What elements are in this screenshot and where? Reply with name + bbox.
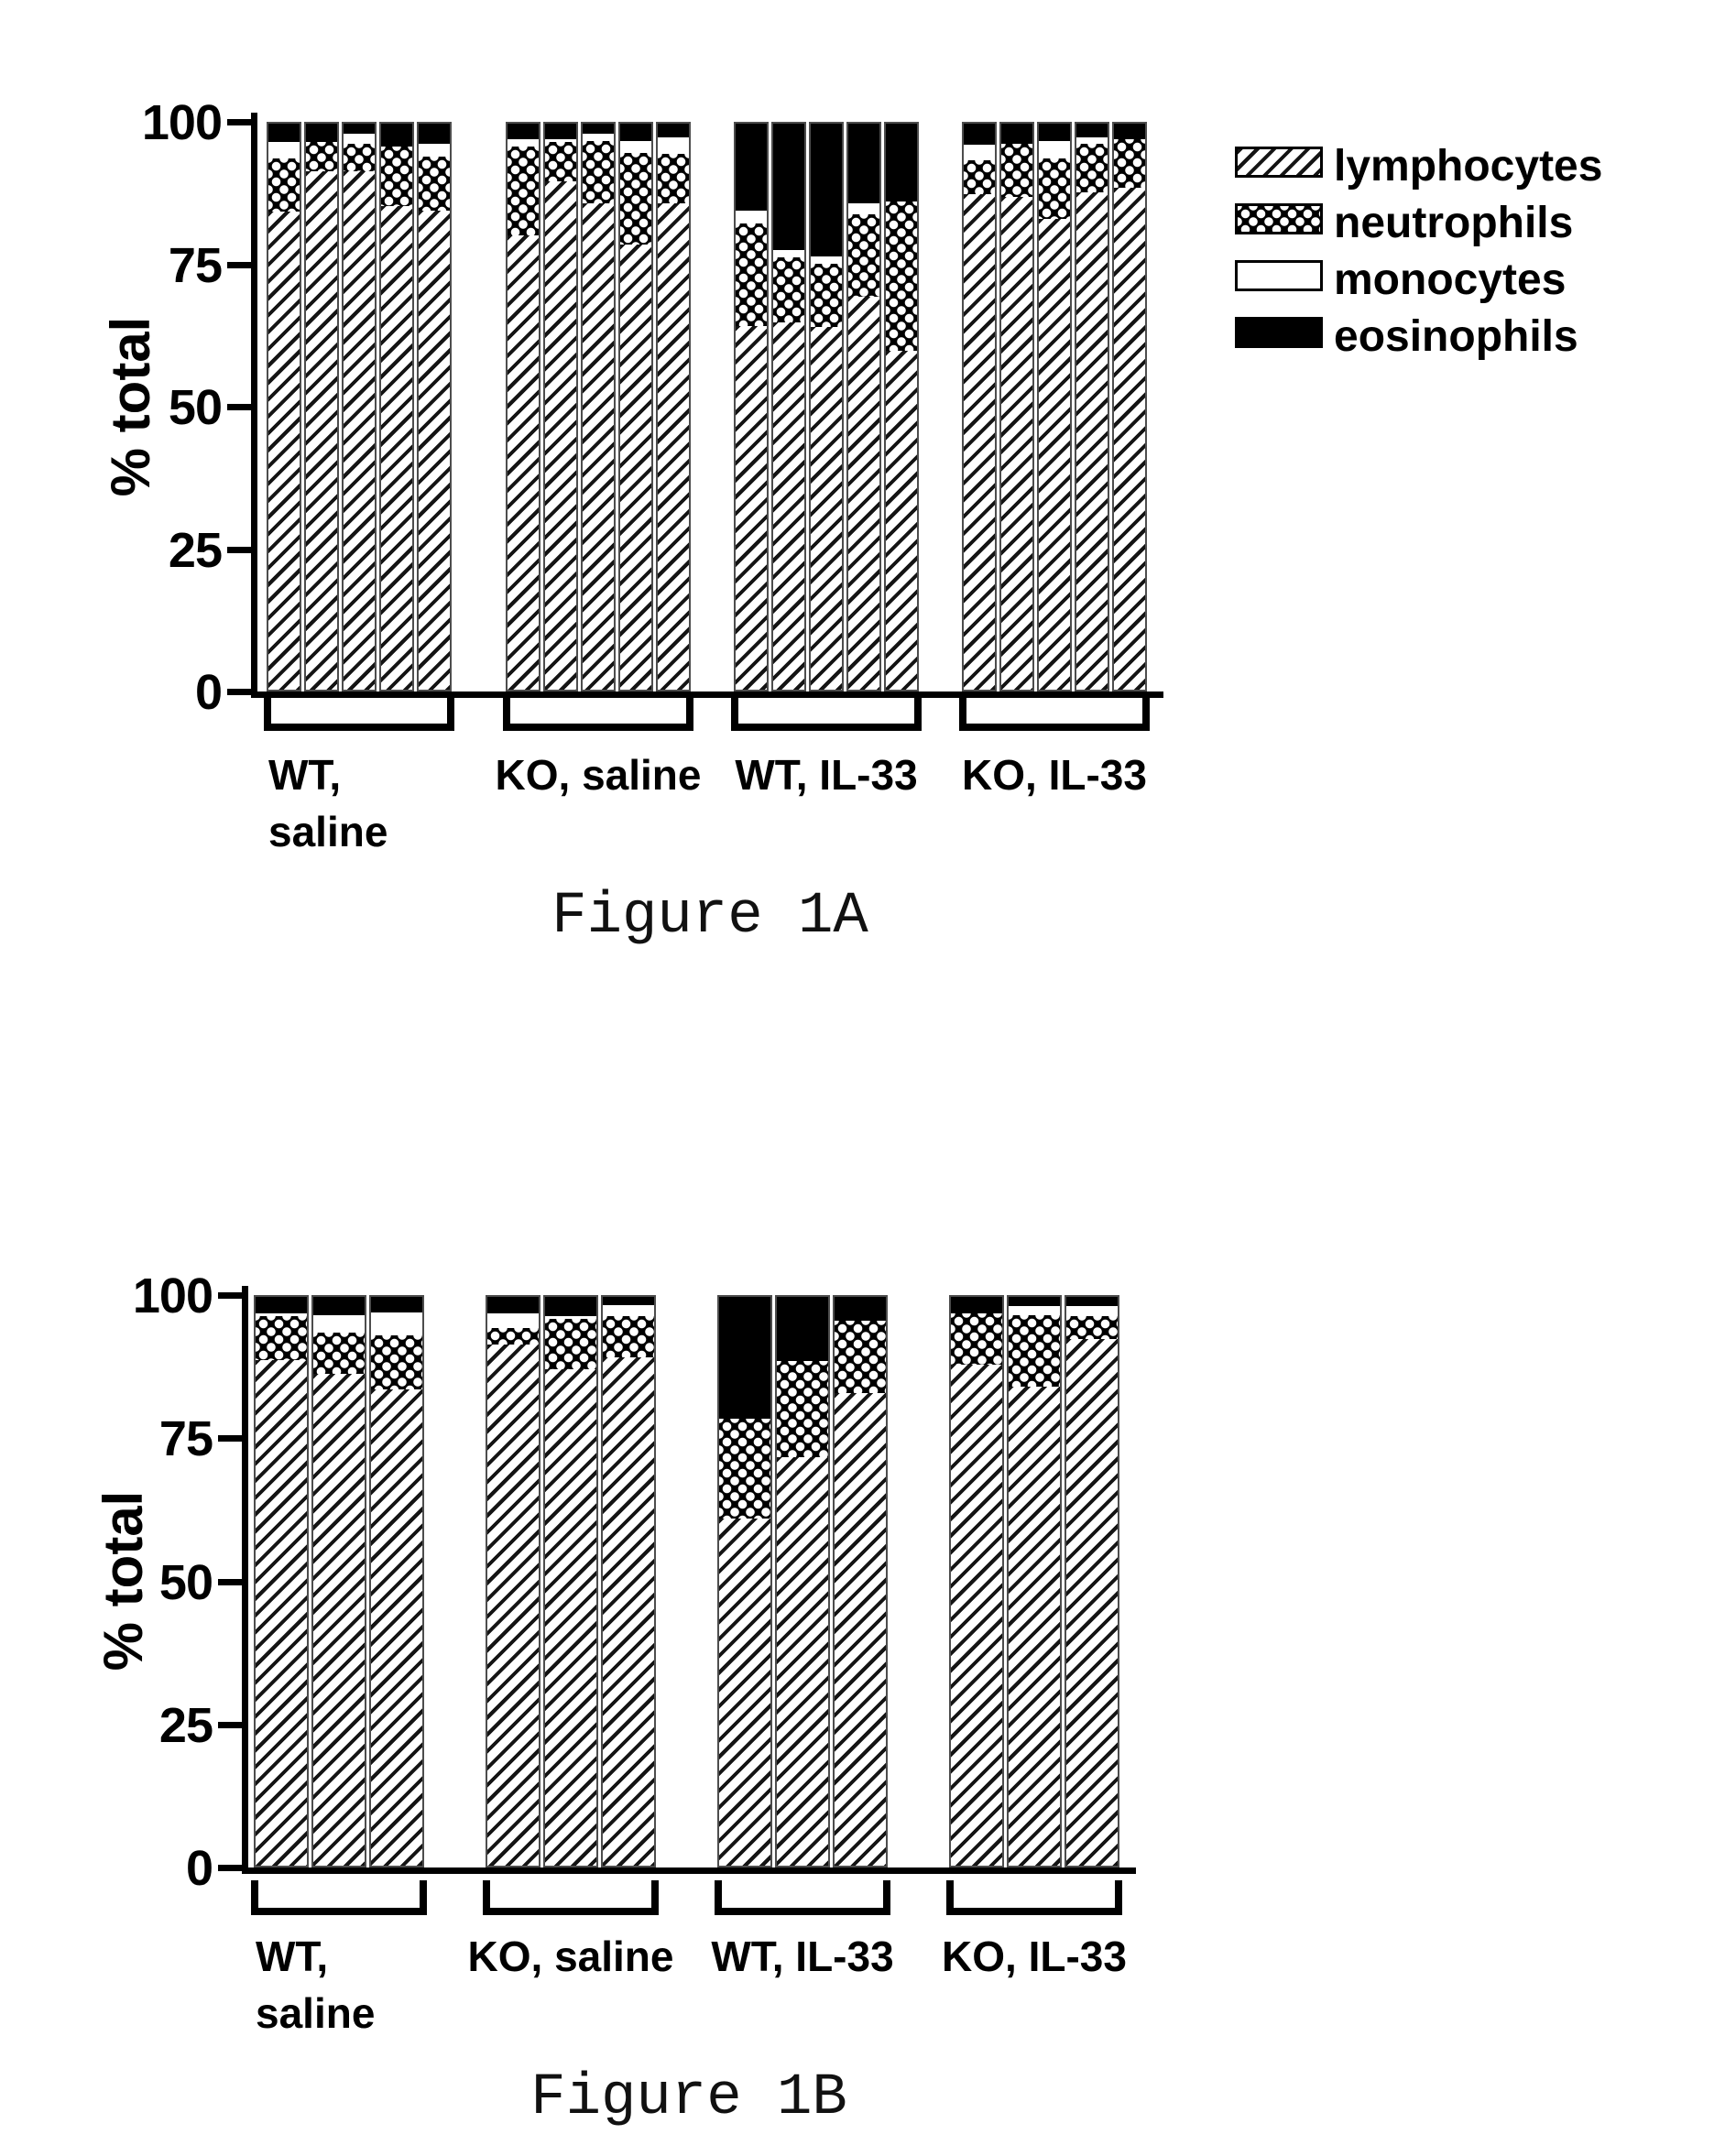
bar-segment-lymphocytes [306, 171, 337, 690]
bar-segment-neutrophils [886, 201, 917, 352]
bar-segment-lymphocytes [256, 1360, 307, 1866]
y-axis-line [251, 113, 257, 698]
stacked-bar [581, 122, 616, 691]
bar-segment-lymphocytes [508, 235, 539, 690]
stacked-bar [846, 122, 881, 691]
bar-segment-lymphocytes [487, 1345, 539, 1866]
legend-swatch-eosinophils [1235, 317, 1323, 348]
bar-segment-lymphocytes [835, 1393, 886, 1866]
bar-segment-monocytes [268, 142, 300, 158]
bar-segment-neutrophils [313, 1333, 365, 1374]
bar-segment-lymphocytes [313, 1374, 365, 1866]
bar-segment-eosinophils [545, 124, 576, 139]
legend-row [1235, 194, 1656, 251]
y-tick [218, 1865, 242, 1871]
bar-segment-neutrophils [848, 214, 879, 297]
stacked-bar [311, 1295, 366, 1867]
bar-segment-eosinophils [1076, 124, 1108, 137]
bar-segment-eosinophils [1039, 124, 1070, 141]
stacked-bar [809, 122, 844, 691]
bar-segment-eosinophils [381, 124, 412, 147]
group-bracket [959, 696, 1150, 731]
bar-segment-lymphocytes [545, 1369, 596, 1866]
bar-segment-neutrophils [773, 257, 804, 322]
bar-segment-neutrophils [381, 147, 412, 205]
bar-segment-eosinophils [886, 124, 917, 201]
stacked-bar [304, 122, 339, 691]
legend-swatch-monocytes [1235, 260, 1323, 291]
bar-segment-neutrophils [736, 223, 767, 325]
bar-segment-eosinophils [620, 124, 651, 141]
y-tick [227, 119, 251, 125]
bar-segment-monocytes [620, 141, 651, 153]
stacked-bar [771, 122, 806, 691]
legend-row [1235, 251, 1656, 308]
group-bracket [264, 696, 454, 731]
bar-segment-lymphocytes [1009, 1387, 1060, 1866]
x-axis-line [242, 1867, 1136, 1874]
bar-segment-eosinophils [583, 124, 614, 134]
bar-segment-eosinophils [777, 1297, 828, 1361]
bar-segment-lymphocytes [951, 1365, 1002, 1866]
stacked-bar [656, 122, 691, 691]
bar-segment-neutrophils [1001, 144, 1032, 197]
legend [1235, 137, 1675, 365]
bar-segment-lymphocytes [736, 326, 767, 690]
group-label: WT, saline [268, 751, 388, 856]
stacked-bar [543, 1295, 598, 1867]
legend-swatch-neutrophils [1235, 203, 1323, 234]
bar-segment-neutrophils [545, 1319, 596, 1369]
bar-segment-eosinophils [773, 124, 804, 250]
bar-segment-monocytes [1009, 1306, 1060, 1315]
y-tick-label: 75 [168, 237, 222, 293]
stacked-bar [833, 1295, 888, 1867]
bar-segment-eosinophils [811, 124, 842, 256]
bar-segment-neutrophils [268, 158, 300, 212]
y-tick-label: 50 [158, 1554, 213, 1610]
bar-segment-neutrophils [371, 1335, 422, 1389]
group-label: KO, saline [495, 751, 702, 799]
bar-segment-eosinophils [1001, 124, 1032, 144]
legend-label: eosinophils [1334, 312, 1578, 361]
y-tick-label: 50 [168, 380, 222, 435]
bar-segment-neutrophils [545, 142, 576, 181]
group-bracket [731, 696, 922, 731]
stacked-bar [962, 122, 997, 691]
bar-segment-eosinophils [835, 1297, 886, 1321]
bar-segment-eosinophils [313, 1297, 365, 1315]
bar-segment-eosinophils [1114, 124, 1145, 139]
bar-segment-monocytes [658, 137, 689, 154]
stacked-bar [486, 1295, 540, 1867]
y-tick [218, 1722, 242, 1728]
bar-segment-neutrophils [1114, 139, 1145, 188]
y-tick [227, 404, 251, 410]
y-tick-label: 0 [185, 1841, 213, 1896]
bar-segment-eosinophils [268, 124, 300, 142]
bar-segment-neutrophils [487, 1328, 539, 1345]
bar-segment-neutrophils [419, 157, 450, 210]
bar-segment-monocytes [1066, 1306, 1118, 1316]
bar-segment-neutrophils [1009, 1315, 1060, 1387]
stacked-bar [734, 122, 769, 691]
legend-label: neutrophils [1334, 199, 1574, 247]
group-label: KO, IL-33 [942, 1933, 1127, 1980]
y-tick [218, 1435, 242, 1442]
bar-segment-lymphocytes [583, 203, 614, 690]
group-bracket [483, 1880, 659, 1915]
bar-segment-eosinophils [306, 124, 337, 142]
bar-segment-neutrophils [964, 160, 995, 193]
bar-segment-monocytes [964, 145, 995, 160]
stacked-bar [267, 122, 301, 691]
stacked-bar [884, 122, 919, 691]
bar-segment-lymphocytes [811, 327, 842, 690]
figure-caption-1b: Figure 1B [530, 2065, 847, 2131]
stacked-bar [369, 1295, 424, 1867]
bar-segment-lymphocytes [773, 322, 804, 690]
bar-segment-eosinophils [487, 1297, 539, 1313]
bar-segment-lymphocytes [268, 212, 300, 690]
group-bracket [251, 1880, 427, 1915]
bar-segment-lymphocytes [620, 245, 651, 690]
bar-segment-neutrophils [719, 1419, 770, 1519]
bar-segment-lymphocytes [419, 211, 450, 690]
bar-segment-neutrophils [951, 1313, 1002, 1365]
stacked-bar [949, 1295, 1004, 1867]
group-label: WT, IL-33 [735, 751, 918, 799]
bar-segment-lymphocytes [1114, 188, 1145, 690]
group-bracket [715, 1880, 890, 1915]
bar-segment-monocytes [583, 134, 614, 141]
bar-segment-monocytes [603, 1305, 654, 1316]
stacked-bar [1007, 1295, 1062, 1867]
bar-segment-neutrophils [508, 147, 539, 236]
bar-segment-neutrophils [306, 142, 337, 171]
bar-segment-eosinophils [603, 1297, 654, 1305]
bar-segment-eosinophils [951, 1297, 1002, 1313]
y-tick-label: 25 [158, 1697, 213, 1753]
figure-caption-1a: Figure 1A [551, 884, 868, 950]
bar-segment-neutrophils [1076, 144, 1108, 192]
stacked-bar [1112, 122, 1147, 691]
stacked-bar [999, 122, 1034, 691]
stacked-bar [717, 1295, 772, 1867]
bar-segment-eosinophils [344, 124, 375, 134]
bar-segment-eosinophils [371, 1297, 422, 1312]
bar-segment-neutrophils [1039, 158, 1070, 219]
y-tick-label: 0 [194, 665, 222, 720]
stacked-bar [506, 122, 540, 691]
bar-segment-eosinophils [1066, 1297, 1118, 1306]
bar-segment-neutrophils [777, 1361, 828, 1457]
bar-segment-lymphocytes [381, 206, 412, 690]
bar-segment-eosinophils [964, 124, 995, 145]
bar-segment-lymphocytes [371, 1389, 422, 1866]
legend-row [1235, 137, 1656, 194]
stacked-bar [254, 1295, 309, 1867]
stacked-bar [543, 122, 578, 691]
bar-segment-monocytes [508, 139, 539, 147]
legend-row [1235, 308, 1656, 365]
stacked-bar [1037, 122, 1072, 691]
group-bracket [503, 696, 693, 731]
bar-segment-eosinophils [848, 124, 879, 203]
bar-segment-monocytes [1039, 141, 1070, 159]
bar-segment-eosinophils [658, 124, 689, 137]
bar-segment-monocytes [313, 1315, 365, 1333]
bar-segment-neutrophils [658, 154, 689, 202]
bar-segment-lymphocytes [603, 1357, 654, 1866]
bar-segment-neutrophils [583, 141, 614, 203]
bar-segment-monocytes [773, 250, 804, 257]
bar-segment-neutrophils [620, 153, 651, 245]
legend-label: monocytes [1334, 256, 1567, 304]
bar-segment-neutrophils [835, 1321, 886, 1393]
bar-segment-neutrophils [256, 1316, 307, 1360]
stacked-bar [417, 122, 452, 691]
stacked-bar [775, 1295, 830, 1867]
stacked-bar [342, 122, 377, 691]
bar-segment-lymphocytes [886, 351, 917, 690]
bar-segment-monocytes [344, 134, 375, 145]
bar-segment-monocytes [371, 1312, 422, 1335]
y-tick-label: 100 [141, 95, 222, 150]
y-tick-label: 75 [158, 1411, 213, 1467]
bar-segment-lymphocytes [658, 203, 689, 690]
y-tick [218, 1292, 242, 1299]
bar-segment-lymphocytes [1039, 219, 1070, 690]
bar-segment-monocytes [848, 203, 879, 215]
y-tick [227, 689, 251, 695]
stacked-bar [618, 122, 653, 691]
bar-segment-eosinophils [545, 1297, 596, 1316]
bar-segment-lymphocytes [777, 1457, 828, 1866]
bar-segment-lymphocytes [1076, 192, 1108, 690]
group-bracket [946, 1880, 1122, 1915]
bar-segment-lymphocytes [344, 171, 375, 690]
bar-segment-monocytes [419, 144, 450, 158]
bar-segment-neutrophils [1066, 1316, 1118, 1339]
y-axis-line [242, 1286, 248, 1874]
bar-segment-lymphocytes [545, 181, 576, 690]
bar-segment-neutrophils [603, 1316, 654, 1357]
y-axis-title-1b: % total [93, 1490, 154, 1671]
stacked-bar [1075, 122, 1109, 691]
bar-segment-eosinophils [1009, 1297, 1060, 1306]
bar-segment-monocytes [736, 211, 767, 224]
bar-segment-lymphocytes [719, 1519, 770, 1866]
stacked-bar [1064, 1295, 1119, 1867]
legend-swatch-lymphocytes [1235, 147, 1323, 178]
bar-segment-monocytes [811, 256, 842, 264]
bar-segment-lymphocytes [1001, 197, 1032, 690]
bar-segment-eosinophils [508, 124, 539, 139]
bar-segment-monocytes [1076, 137, 1108, 144]
bar-segment-eosinophils [256, 1297, 307, 1313]
stacked-bar [601, 1295, 656, 1867]
group-label: KO, IL-33 [962, 751, 1147, 799]
bar-segment-eosinophils [719, 1297, 770, 1419]
group-label: KO, saline [467, 1933, 674, 1980]
y-tick-label: 100 [132, 1269, 213, 1323]
group-label: WT, IL-33 [711, 1933, 894, 1980]
y-tick [218, 1579, 242, 1585]
bar-segment-lymphocytes [1066, 1339, 1118, 1866]
bar-segment-eosinophils [736, 124, 767, 211]
bar-segment-lymphocytes [848, 297, 879, 690]
y-tick-label: 25 [168, 522, 222, 578]
bar-segment-neutrophils [344, 144, 375, 171]
stacked-bar [379, 122, 414, 691]
bar-segment-neutrophils [811, 264, 842, 328]
bar-segment-eosinophils [419, 124, 450, 144]
y-tick [227, 547, 251, 553]
bar-segment-lymphocytes [964, 194, 995, 690]
group-label: WT, saline [256, 1933, 376, 2038]
y-tick [227, 262, 251, 268]
y-axis-title-1a: % total [100, 316, 161, 497]
bar-segment-monocytes [487, 1313, 539, 1328]
legend-label: lymphocytes [1334, 142, 1603, 191]
